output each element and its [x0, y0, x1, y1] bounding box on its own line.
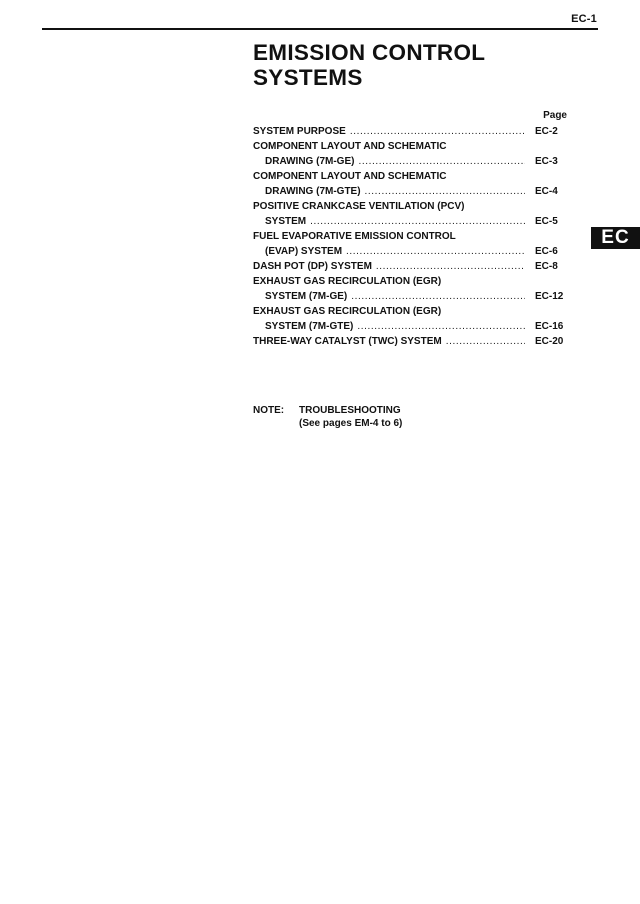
toc-entry-page: EC-20	[535, 336, 564, 347]
toc-entry	[253, 334, 579, 349]
toc-entry-title: EXHAUST GAS RECIRCULATION (EGR)	[253, 276, 442, 287]
page-title	[253, 40, 553, 90]
toc-entry-page: EC-2	[535, 126, 558, 137]
title-line-2: SYSTEMS	[253, 65, 363, 90]
toc-entry-line	[253, 289, 579, 304]
toc-entry-title: DRAWING (7M-GE)	[265, 156, 355, 167]
toc-entry-line	[253, 184, 579, 199]
toc-dot-leader	[310, 214, 525, 229]
section-tab: EC	[591, 227, 640, 249]
table-of-contents	[253, 108, 579, 349]
toc-entry-title: THREE-WAY CATALYST (TWC) SYSTEM	[253, 336, 442, 347]
toc-entry-title: SYSTEM PURPOSE	[253, 126, 346, 137]
toc-entry	[253, 229, 579, 259]
toc-entry	[253, 259, 579, 274]
title-line-1: EMISSION CONTROL	[253, 40, 486, 65]
toc-entry-page: EC-8	[535, 261, 558, 272]
toc-page-column-header: Page	[543, 110, 567, 121]
toc-entry-title: FUEL EVAPORATIVE EMISSION CONTROL	[253, 231, 456, 242]
toc-entry	[253, 124, 579, 139]
toc-dot-leader	[446, 334, 525, 349]
toc-entry-title: DRAWING (7M-GTE)	[265, 186, 361, 197]
toc-entry-page: EC-12	[535, 291, 564, 302]
toc-entry-page: EC-16	[535, 321, 564, 332]
toc-entry	[253, 274, 579, 304]
toc-entry-page: EC-6	[535, 246, 558, 257]
toc-entry-line	[253, 334, 579, 349]
toc-entry-line	[253, 214, 579, 229]
toc-dot-leader	[346, 244, 525, 259]
note-text-line-1: TROUBLESHOOTING	[299, 405, 401, 416]
toc-entry-page: EC-3	[535, 156, 558, 167]
toc-entry-line	[253, 304, 579, 319]
toc-dot-leader	[350, 124, 525, 139]
toc-entry	[253, 199, 579, 229]
toc-entry-line	[253, 124, 579, 139]
toc-entry-title: (EVAP) SYSTEM	[265, 246, 343, 257]
toc-entry-page: EC-4	[535, 186, 558, 197]
toc-dot-leader	[365, 184, 525, 199]
header-rule	[42, 28, 598, 30]
toc-entry-line	[253, 319, 579, 334]
toc-entry	[253, 139, 579, 169]
toc-dot-leader	[376, 259, 525, 274]
toc-entry-title: COMPONENT LAYOUT AND SCHEMATIC	[253, 141, 447, 152]
toc-entry-line	[253, 199, 579, 214]
toc-entry-title: COMPONENT LAYOUT AND SCHEMATIC	[253, 171, 447, 182]
toc-entry-title: SYSTEM (7M-GTE)	[265, 321, 354, 332]
note	[253, 404, 402, 430]
toc-entry-page: EC-5	[535, 216, 558, 227]
toc-dot-leader	[357, 319, 525, 334]
toc-entry-line	[253, 229, 579, 244]
toc-entry-title: SYSTEM	[265, 216, 307, 227]
toc-entry-line	[253, 139, 579, 154]
toc-entry-line	[253, 244, 579, 259]
toc-entry-title: DASH POT (DP) SYSTEM	[253, 261, 372, 272]
toc-entry	[253, 169, 579, 199]
toc-dot-leader	[351, 289, 525, 304]
toc-entry-title: POSITIVE CRANKCASE VENTILATION (PCV)	[253, 201, 465, 212]
note-label: NOTE:	[253, 405, 285, 416]
toc-entries	[253, 124, 579, 349]
toc-entry-title: EXHAUST GAS RECIRCULATION (EGR)	[253, 306, 442, 317]
toc-entry-line	[253, 259, 579, 274]
note-text-line-2: (See pages EM-4 to 6)	[299, 418, 403, 429]
toc-entry-line	[253, 169, 579, 184]
toc-entry	[253, 304, 579, 334]
toc-entry-line	[253, 274, 579, 289]
toc-dot-leader	[358, 154, 525, 169]
page-number: EC-1	[571, 13, 597, 25]
toc-entry-title: SYSTEM (7M-GE)	[265, 291, 348, 302]
toc-entry-line	[253, 154, 579, 169]
